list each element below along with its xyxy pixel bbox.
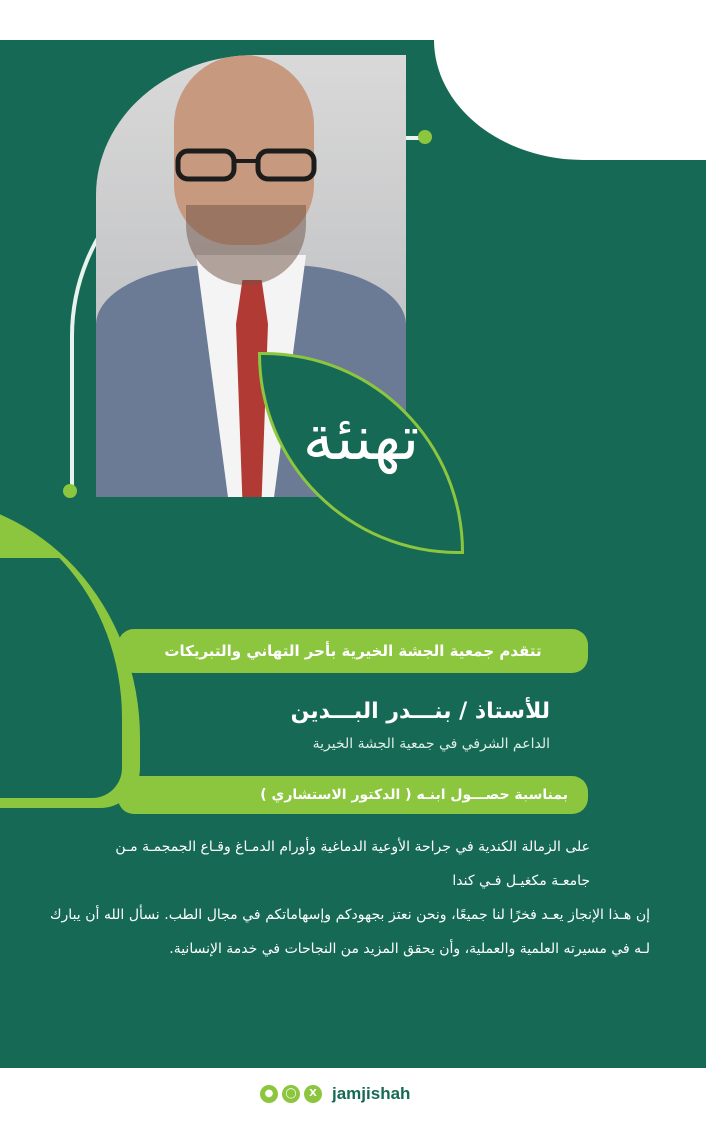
glasses-icon: [166, 145, 326, 185]
occasion-banner: بمناسبة حصـــول ابنـه ( الدكتور الاستشاري ): [118, 776, 588, 814]
honoree-title: الداعم الشرفي في جمعية الجشة الخيرية: [312, 736, 550, 752]
logo-english-name: [498, 278, 578, 323]
x-icon[interactable]: X: [304, 1085, 322, 1103]
logo-arabic-name: جمعية الجشة الخيرية: [513, 202, 557, 258]
snapchat-icon[interactable]: ●: [260, 1085, 278, 1103]
decorative-dot: [63, 484, 77, 498]
logo-english-line2: Charitable: [498, 293, 558, 308]
top-white-band: [0, 0, 434, 40]
palm-leaf-icon: [588, 180, 658, 310]
decorative-dot: [418, 130, 432, 144]
association-logo: [494, 180, 664, 340]
logo-english-line1: Aljishab: [498, 276, 565, 295]
social-links: [260, 1084, 410, 1104]
honoree-name: للأستاذ / بنـــدر البـــدين: [290, 699, 550, 724]
achievement-text: على الزمالة الكندية في جراحة الأوعية الدماغية وأورام الدمـاغ وقـاع الجمجمـة مـن جامعـة مكغيـل فـي كندا: [115, 839, 590, 889]
instagram-icon[interactable]: ◯: [282, 1085, 300, 1103]
intro-banner: تتقدم جمعية الجشة الخيرية بأحر التهاني والتبريكات: [118, 629, 588, 673]
message-text: إن هـذا الإنجاز يعـد فخرًا لنا جميعًا، ونحن نعتز بجهودكم وإسهاماتكم في مجال الطب. نسأل الله أن يبارك لـه في مسيرته العلمية والعملية، وأن يحقق المزيد من النجاحات في خدمة الإنسانية.: [50, 907, 650, 957]
logo-english-line3: Association: [498, 308, 565, 323]
social-handle[interactable]: jamjishah: [332, 1084, 411, 1103]
emblem-title: تهنئة: [302, 401, 420, 474]
